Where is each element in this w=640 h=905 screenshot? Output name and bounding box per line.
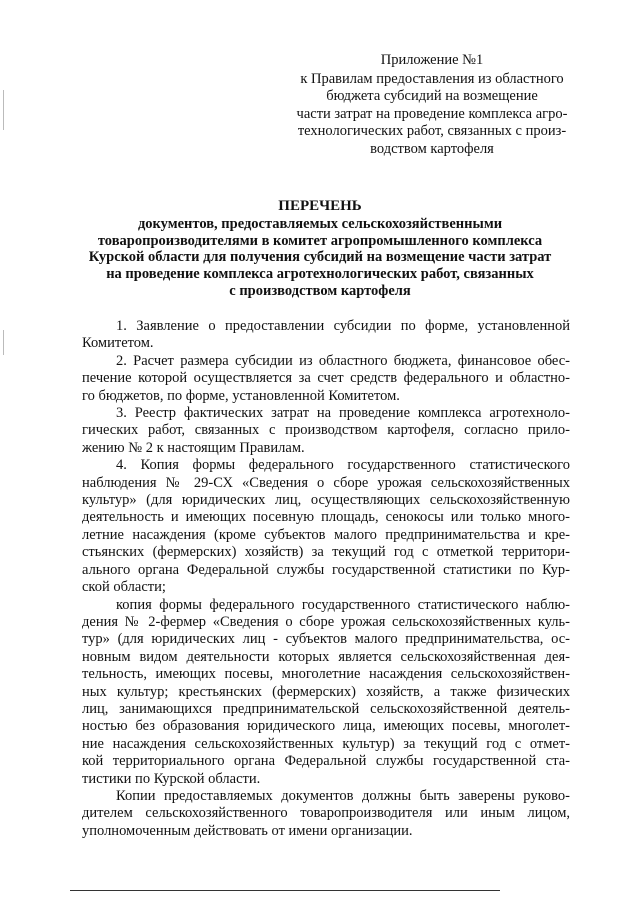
text-line: стьянских (фермерских) хозяйств) за текущий год с отметкой территори- [82,544,570,561]
text-line: деятельность и имеющих посевную площадь, сенокосы или только много- [82,509,570,526]
text-line: наблюдения № 29-СХ «Сведения о сборе урожая сельскохозяйственных [82,474,570,491]
text-line: ние насаждения сельскохозяйственных культур) за текущий год с отмет- [82,735,570,752]
text-line: ных культур; крестьянских (фермерских) хозяйств, а также физических [82,683,570,700]
text-line: 4. Копия формы федерального государственного статистического [116,457,570,474]
text-line: тистики по Курской области. [82,770,261,787]
paragraph-1 [82,318,570,353]
footer-rule [70,890,500,891]
appendix-line: части затрат на проведение комплекса агро- [296,105,568,122]
heading-line: с производством картофеля [229,282,411,299]
text-line: ностью без образования юридического лица, имеющих посевы, многолет- [82,718,570,735]
text-line: культур» (для юридических лиц, осуществляющих сельскохозяйственную [82,492,570,509]
appendix-line: технологических работ, связанных с произ- [297,123,567,140]
text-line: новным видом деятельности которых является сельскохозяйственная дея- [82,648,570,665]
text-line: 1. Заявление о предоставлении субсидии по форме, установленной [116,318,570,334]
text-line: лиц, занимающихся предпринимательской сельскохозяйственной деятель- [82,700,570,717]
heading-line: товаропроизводителями в комитет агропромышленного комплекса [97,232,543,249]
heading-line: Курской области для получения субсидий на возмещение части затрат [88,249,552,266]
text-line: тельность, имеющих посевы, многолетние насаждения сельскохозяйствен- [82,666,570,683]
text-line: гических работ, связанных с производством картофеля, согласно прило- [82,422,570,439]
heading-title: ПЕРЕЧЕНЬ [278,198,362,214]
text-line: уполномоченным действовать от имени организации. [82,822,413,839]
text-line: тур» (для юридических лиц - субъектов малого предпринимательства, ос- [82,631,570,648]
text-line: летние насаждения (кроме субъектов малого предпринимательства и кре- [82,526,570,543]
scan-edge-mark [3,330,4,355]
document-body [82,318,570,840]
paragraph-5 [82,597,570,788]
text-line: Копии предоставляемых документов должны быть заверены руково- [116,787,570,804]
text-line: ской области; [82,579,166,596]
appendix-title: Приложение №1 [380,52,484,68]
appendix-line: бюджета субсидий на возмещение [326,88,538,105]
appendix-block [282,52,582,159]
appendix-line: к Правилам предоставления из областного [300,70,564,87]
paragraph-4 [82,457,570,596]
text-line: жению № 2 к настоящим Правилам. [82,439,305,456]
document-heading [70,198,570,300]
text-line: копия формы федерального государственного статистического наблю- [116,596,570,613]
text-line: го бюджетов, по форме, установленной Комитетом. [82,387,400,404]
text-line: дения № 2-фермер «Сведения о сборе урожая сельскохозяйственных куль- [82,613,570,630]
scan-edge-mark [3,90,4,130]
text-line: 3. Реестр фактических затрат на проведение комплекса агротехноло- [116,405,570,422]
paragraph-2 [82,353,570,405]
paragraph-3 [82,405,570,457]
text-line: Комитетом. [82,335,154,352]
paragraph-6 [82,788,570,840]
text-line: дителем сельскохозяйственного товаропроизводителя или иным лицом, [82,805,570,822]
appendix-line: водством картофеля [370,140,494,157]
heading-line: документов, предоставляемых сельскохозяйственными [137,215,503,232]
text-line: ального органа Федеральной службы государственной статистики по Кур- [82,561,570,578]
heading-line: на проведение комплекса агротехнологических работ, связанных [106,266,534,283]
text-line: 2. Расчет размера субсидии из областного бюджета, финансовое обес- [116,352,570,369]
text-line: кой территориального органа Федеральной службы государственной ста- [82,753,570,770]
text-line: печение которой осуществляется за счет средств федерального и областно- [82,370,570,387]
